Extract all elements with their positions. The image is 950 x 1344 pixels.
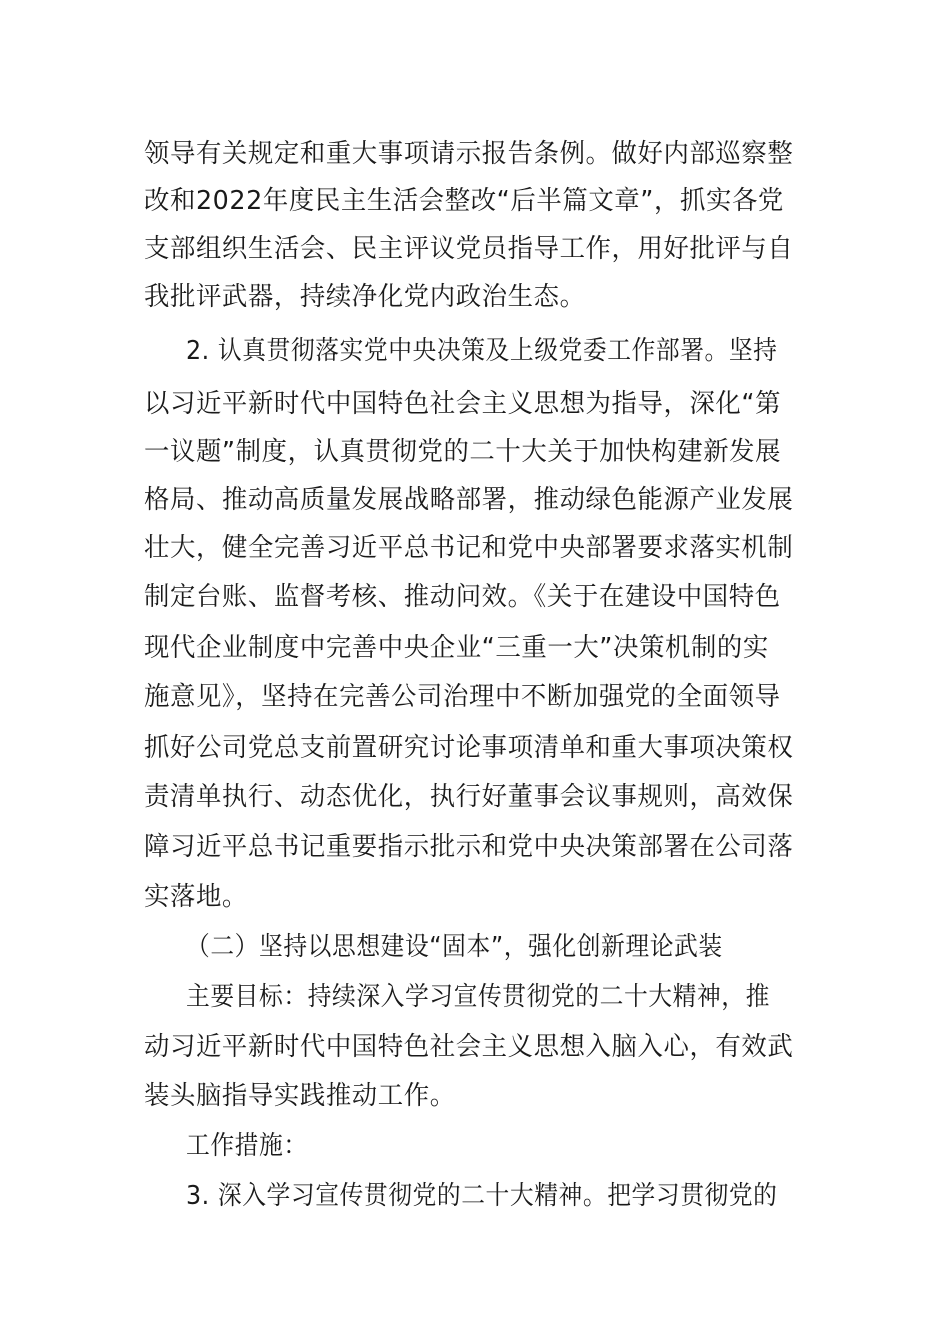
text-line-2: 改和2022年度民主生活会整改“后半篇文章”，抓实各党 [144, 186, 784, 216]
text-line-7: 一议题”制度，认真贯彻党的二十大关于加快构建新发展 [144, 437, 782, 467]
text-line-16: 实落地。 [144, 882, 248, 912]
text-line-12: 施意见》，坚持在完善公司治理中不断加强党的全面领导 [144, 682, 781, 712]
paragraph-2-start: 2. 认真贯彻落实党中央决策及上级党委工作部署。坚持 [186, 336, 778, 366]
goals-paragraph-start: 主要目标：持续深入学习宣传贯彻党的二十大精神，推 [186, 982, 770, 1012]
text-line-15: 障习近平总书记重要指示批示和党中央决策部署在公司落 [144, 832, 794, 862]
text-line-11: 现代企业制度中完善中央企业“三重一大”决策机制的实 [144, 633, 769, 663]
text-line-10: 制定台账、监督考核、推动问效。《关于在建设中国特色 [144, 582, 781, 612]
text-line-1: 领导有关规定和重大事项请示报告条例。做好内部巡察整 [144, 139, 794, 169]
text-line-20: 装头脑指导实践推动工作。 [144, 1081, 456, 1111]
measures-label: 工作措施： [186, 1131, 308, 1161]
text-line-6: 以习近平新时代中国特色社会主义思想为指导，深化“第 [144, 389, 782, 419]
text-line-14: 责清单执行、动态优化，执行好董事会议事规则，高效保 [144, 782, 794, 812]
text-line-9: 壮大，健全完善习近平总书记和党中央部署要求落实机制 [144, 533, 794, 563]
text-line-3: 支部组织生活会、民主评议党员指导工作，用好批评与自 [144, 234, 794, 264]
text-line-19: 动习近平新时代中国特色社会主义思想入脑入心，有效武 [144, 1032, 794, 1062]
section-heading: （二）坚持以思想建设“固本”，强化创新理论武装 [186, 932, 723, 962]
text-line-13: 抓好公司党总支前置研究讨论事项清单和重大事项决策权 [144, 733, 794, 763]
text-line-4: 我批评武器，持续净化党内政治生态。 [144, 282, 586, 312]
paragraph-3-start: 3. 深入学习宣传贯彻党的二十大精神。把学习贯彻党的 [186, 1181, 778, 1211]
text-line-8: 格局、推动高质量发展战略部署，推动绿色能源产业发展 [144, 485, 794, 515]
